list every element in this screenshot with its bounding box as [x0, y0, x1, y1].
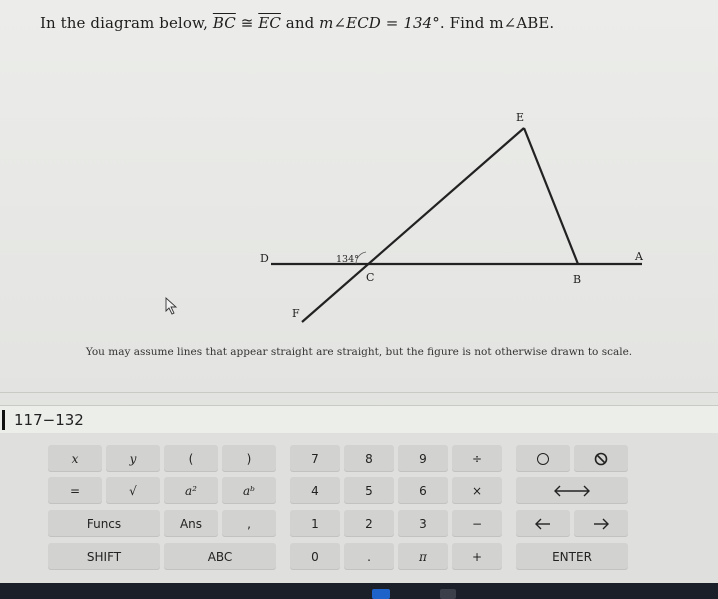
segment-ec: $\overline{EC}$: [258, 14, 281, 32]
right-arrow-icon: [592, 518, 610, 530]
key-3[interactable]: 3: [398, 510, 448, 537]
given-angle: m∠ECD = 134°: [319, 14, 440, 32]
key-8[interactable]: 8: [344, 445, 394, 472]
key-enter[interactable]: ENTER: [516, 543, 628, 570]
angle-label: 134°: [336, 254, 359, 265]
clear-icon: [594, 452, 608, 466]
key-funcs[interactable]: Funcs: [48, 510, 160, 537]
key-divide[interactable]: ÷: [452, 445, 502, 472]
key-0[interactable]: 0: [290, 543, 340, 570]
key-minus[interactable]: −: [452, 510, 502, 537]
question-prefix: In the diagram below,: [40, 14, 208, 32]
key-abc[interactable]: ABC: [164, 543, 276, 570]
answer-input[interactable]: [0, 405, 718, 435]
key-decimal[interactable]: .: [344, 543, 394, 570]
left-arrow-icon: [534, 518, 552, 530]
label-f: F: [292, 307, 300, 320]
key-4[interactable]: 4: [290, 477, 340, 504]
figure-note: You may assume lines that appear straight are straight, but the figure is not otherwise drawn to scale.: [85, 346, 633, 358]
line-fe: [302, 128, 524, 322]
key-7[interactable]: 7: [290, 445, 340, 472]
congruent-symbol: ≅: [240, 14, 254, 32]
double-arrow-icon: [552, 485, 592, 497]
mouse-cursor-icon: [166, 298, 176, 314]
key-6[interactable]: 6: [398, 477, 448, 504]
key-clear[interactable]: [574, 445, 628, 472]
math-keypad: [0, 433, 718, 583]
label-d: D: [260, 252, 269, 265]
divider: [0, 392, 718, 393]
key-9[interactable]: 9: [398, 445, 448, 472]
label-a: A: [635, 250, 643, 263]
question-find: . Find m∠ABE.: [439, 14, 555, 32]
key-sqrt[interactable]: √: [106, 477, 160, 504]
answer-value: 117−132: [14, 411, 84, 429]
segment-bc: $\overline{BC}$: [212, 14, 236, 32]
key-close-paren[interactable]: ): [222, 445, 276, 472]
key-circle[interactable]: [516, 445, 570, 472]
key-open-paren[interactable]: (: [164, 445, 218, 472]
key-y[interactable]: y: [106, 445, 160, 472]
key-right-arrow[interactable]: [574, 510, 628, 537]
question-and: and: [285, 14, 315, 32]
taskbar-app-icon[interactable]: [440, 589, 456, 599]
key-pi[interactable]: π: [398, 543, 448, 570]
key-5[interactable]: 5: [344, 477, 394, 504]
label-b: B: [573, 273, 582, 286]
taskbar: [0, 583, 718, 599]
key-1[interactable]: 1: [290, 510, 340, 537]
key-power[interactable]: aᵇ: [222, 477, 276, 504]
key-equals[interactable]: =: [48, 477, 102, 504]
taskbar-app-icon[interactable]: [372, 589, 390, 599]
key-shift[interactable]: SHIFT: [48, 543, 160, 570]
segment-eb: [524, 128, 578, 264]
key-multiply[interactable]: ×: [452, 477, 502, 504]
label-e: E: [516, 111, 525, 124]
circle-icon: [537, 453, 549, 465]
key-plus[interactable]: +: [452, 543, 502, 570]
key-ans[interactable]: Ans: [164, 510, 218, 537]
key-left-arrow[interactable]: [516, 510, 570, 537]
key-comma[interactable]: ,: [222, 510, 276, 537]
key-2[interactable]: 2: [344, 510, 394, 537]
key-x[interactable]: x: [48, 445, 102, 472]
label-c: C: [366, 271, 375, 284]
key-square[interactable]: a²: [164, 477, 218, 504]
key-double-arrow[interactable]: [516, 477, 628, 504]
input-caret: [2, 410, 5, 430]
